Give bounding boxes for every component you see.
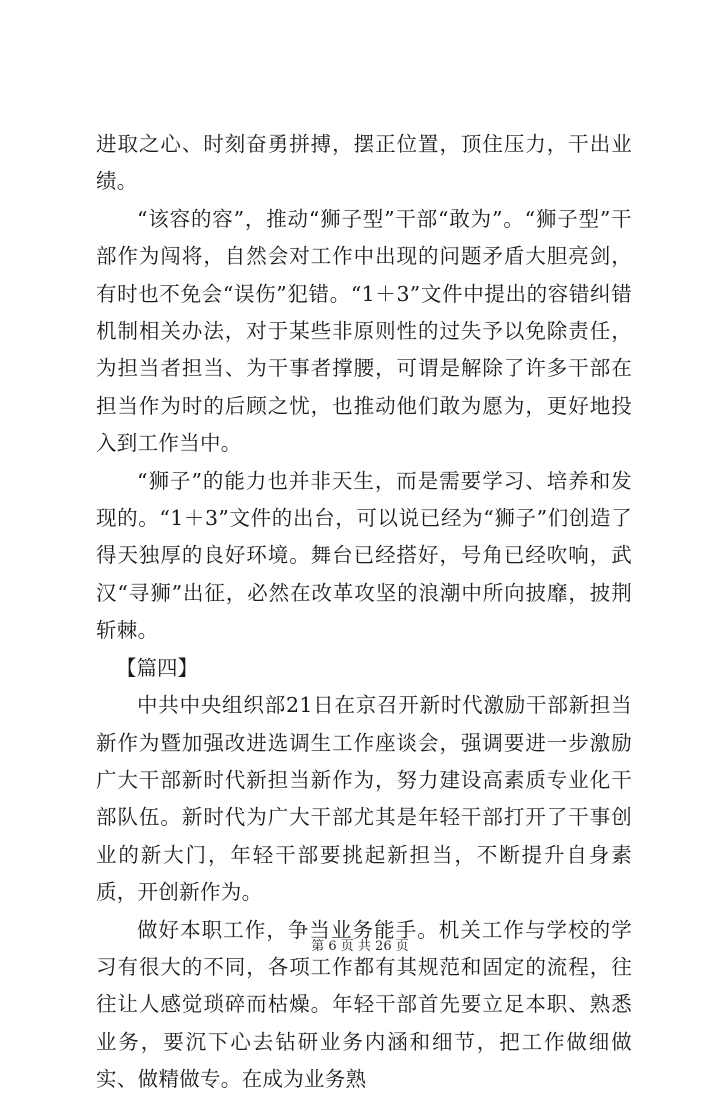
page-footer: 第 6 页 共 26 页 xyxy=(311,939,409,954)
paragraph-job-duty: 做好本职工作，争当业务能手。机关工作与学校的学习有很大的不同，各项工作都有其规范和固定的流程，往往让人感觉琐碎而枯燥。年轻干部首先要立足本职、熟悉业务，要沉下心去钻研业务内涵和细节，把工作做细做实、做精做专。在成为业务熟 xyxy=(96,917,632,1092)
section-heading-part-four: 【篇四】 xyxy=(116,655,198,680)
paragraph-lion-ability: “狮子”的能力也并非天生，而是需要学习、培养和发现的。“1＋3”文件的出台，可以说已经为“狮子”们创造了得天独厚的良好环境。舞台已经搭好，号角已经吹响，武汉“寻狮”出征，必然在改革攻坚的浪潮中所向披靡，披荆斩棘。 xyxy=(96,468,632,643)
paragraph-continuation: 进取之心、时刻奋勇拼搏，摆正位置，顶住压力，干出业绩。 xyxy=(96,132,632,194)
paragraph-tolerance: “该容的容”，推动“狮子型”干部“敢为”。“狮子型”干部作为闯将，自然会对工作中出现的问题矛盾大胆亮剑，有时也不免会“误伤”犯错。“1＋3”文件中提出的容错纠错机制相关办法，对于某些非原则性的过失予以免除责任，为担当者担当、为干事者撑腰，可谓是解除了许多干部在担当作为时的后顾之忧，也推动他们敢为愿为，更好地投入到工作当中。 xyxy=(96,206,632,456)
paragraph-meeting: 中共中央组织部21日在京召开新时代激励干部新担当新作为暨加强改进选调生工作座谈会，强调要进一步激励广大干部新时代新担当新作为，努力建设高素质专业化干部队伍。新时代为广大干部尤其是年轻干部打开了干事创业的新大门，年轻干部要挑起新担当，不断提升自身素质，开创新作为。 xyxy=(96,693,632,905)
